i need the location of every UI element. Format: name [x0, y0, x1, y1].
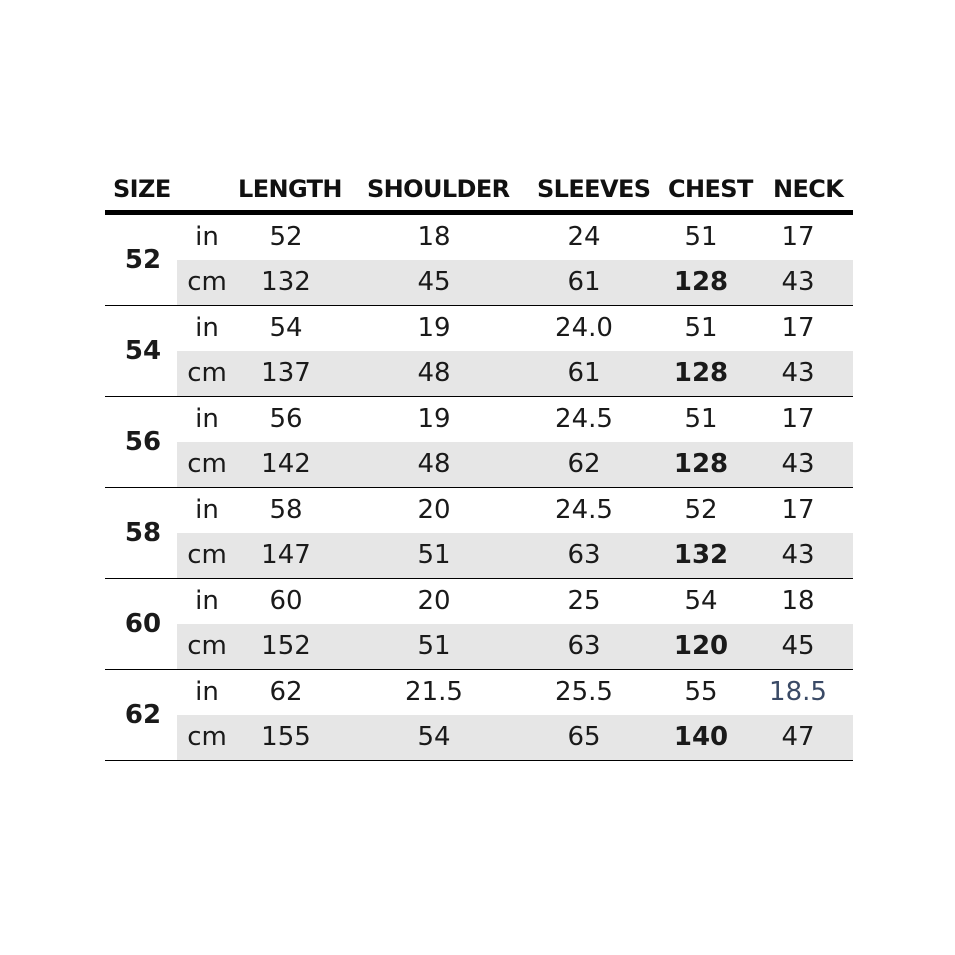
- length-value: 58: [269, 495, 303, 525]
- sleeves-value: 24.5: [555, 495, 613, 525]
- size-group: [105, 579, 853, 670]
- size-group: [105, 397, 853, 488]
- size-label: 62: [124, 700, 162, 730]
- unit-label: cm: [187, 358, 227, 388]
- size-group: [105, 215, 853, 306]
- unit-label: cm: [187, 631, 227, 661]
- shoulder-value: 45: [417, 267, 451, 297]
- unit-label: in: [195, 313, 219, 343]
- size-label: 54: [124, 336, 162, 366]
- chest-value: 51: [684, 222, 718, 252]
- unit-label: in: [195, 222, 219, 252]
- header-length: LENGTH: [238, 175, 342, 203]
- length-value: 137: [261, 358, 311, 388]
- unit-label: in: [195, 586, 219, 616]
- shoulder-value: 21.5: [405, 677, 463, 707]
- unit-label: in: [195, 404, 219, 434]
- unit-label: cm: [187, 449, 227, 479]
- chest-value: 128: [673, 449, 729, 479]
- shoulder-value: 48: [417, 358, 451, 388]
- sleeves-value: 24: [567, 222, 601, 252]
- neck-value: 43: [781, 449, 815, 479]
- inch-row: [177, 306, 853, 351]
- chest-value: 128: [673, 358, 729, 388]
- neck-value: 17: [781, 404, 815, 434]
- sleeves-value: 61: [567, 358, 601, 388]
- sleeves-value: 24.0: [555, 313, 613, 343]
- cm-row: [177, 624, 853, 669]
- length-value: 152: [261, 631, 311, 661]
- header-sleeves: SLEEVES: [537, 175, 651, 203]
- length-value: 62: [269, 677, 303, 707]
- size-group: [105, 488, 853, 579]
- chest-value: 128: [673, 267, 729, 297]
- shoulder-value: 20: [417, 495, 451, 525]
- neck-value: 43: [781, 358, 815, 388]
- neck-value: 18.5: [769, 677, 827, 707]
- length-value: 147: [261, 540, 311, 570]
- shoulder-value: 18: [417, 222, 451, 252]
- shoulder-value: 51: [417, 631, 451, 661]
- length-value: 60: [269, 586, 303, 616]
- sleeves-value: 61: [567, 267, 601, 297]
- inch-row: [177, 397, 853, 442]
- cm-row: [177, 260, 853, 305]
- shoulder-value: 54: [417, 722, 451, 752]
- sleeves-value: 63: [567, 540, 601, 570]
- neck-value: 45: [781, 631, 815, 661]
- length-value: 142: [261, 449, 311, 479]
- shoulder-value: 19: [417, 313, 451, 343]
- neck-value: 17: [781, 313, 815, 343]
- neck-value: 43: [781, 267, 815, 297]
- sleeves-value: 24.5: [555, 404, 613, 434]
- chest-value: 52: [684, 495, 718, 525]
- chest-value: 140: [673, 722, 729, 752]
- length-value: 132: [261, 267, 311, 297]
- sleeves-value: 62: [567, 449, 601, 479]
- length-value: 56: [269, 404, 303, 434]
- chest-value: 55: [684, 677, 718, 707]
- sleeves-value: 25: [567, 586, 601, 616]
- unit-label: cm: [187, 267, 227, 297]
- length-value: 52: [269, 222, 303, 252]
- unit-label: cm: [187, 540, 227, 570]
- header-chest: CHEST: [668, 175, 753, 203]
- inch-row: [177, 579, 853, 624]
- neck-value: 47: [781, 722, 815, 752]
- cm-row: [177, 715, 853, 760]
- header-size: SIZE: [113, 175, 171, 203]
- sleeves-value: 65: [567, 722, 601, 752]
- chest-value: 54: [684, 586, 718, 616]
- chest-value: 51: [684, 313, 718, 343]
- shoulder-value: 51: [417, 540, 451, 570]
- length-value: 155: [261, 722, 311, 752]
- cm-row: [177, 442, 853, 487]
- unit-label: in: [195, 677, 219, 707]
- sleeves-value: 63: [567, 631, 601, 661]
- table-header: [105, 166, 853, 215]
- sleeves-value: 25.5: [555, 677, 613, 707]
- cm-row: [177, 533, 853, 578]
- size-label: 52: [124, 245, 162, 275]
- neck-value: 17: [781, 222, 815, 252]
- size-group: [105, 670, 853, 761]
- neck-value: 17: [781, 495, 815, 525]
- header-neck: NECK: [773, 175, 844, 203]
- header-shoulder: SHOULDER: [367, 175, 510, 203]
- neck-value: 18: [781, 586, 815, 616]
- unit-label: in: [195, 495, 219, 525]
- neck-value: 43: [781, 540, 815, 570]
- unit-label: cm: [187, 722, 227, 752]
- size-label: 56: [124, 427, 162, 457]
- chest-value: 51: [684, 404, 718, 434]
- size-label: 58: [124, 518, 162, 548]
- chest-value: 132: [673, 540, 729, 570]
- inch-row: [177, 215, 853, 260]
- size-label: 60: [124, 609, 162, 639]
- cm-row: [177, 351, 853, 396]
- chest-value: 120: [673, 631, 729, 661]
- size-chart-table: [105, 166, 853, 761]
- length-value: 54: [269, 313, 303, 343]
- inch-row: [177, 488, 853, 533]
- shoulder-value: 48: [417, 449, 451, 479]
- shoulder-value: 19: [417, 404, 451, 434]
- shoulder-value: 20: [417, 586, 451, 616]
- inch-row: [177, 670, 853, 715]
- size-group: [105, 306, 853, 397]
